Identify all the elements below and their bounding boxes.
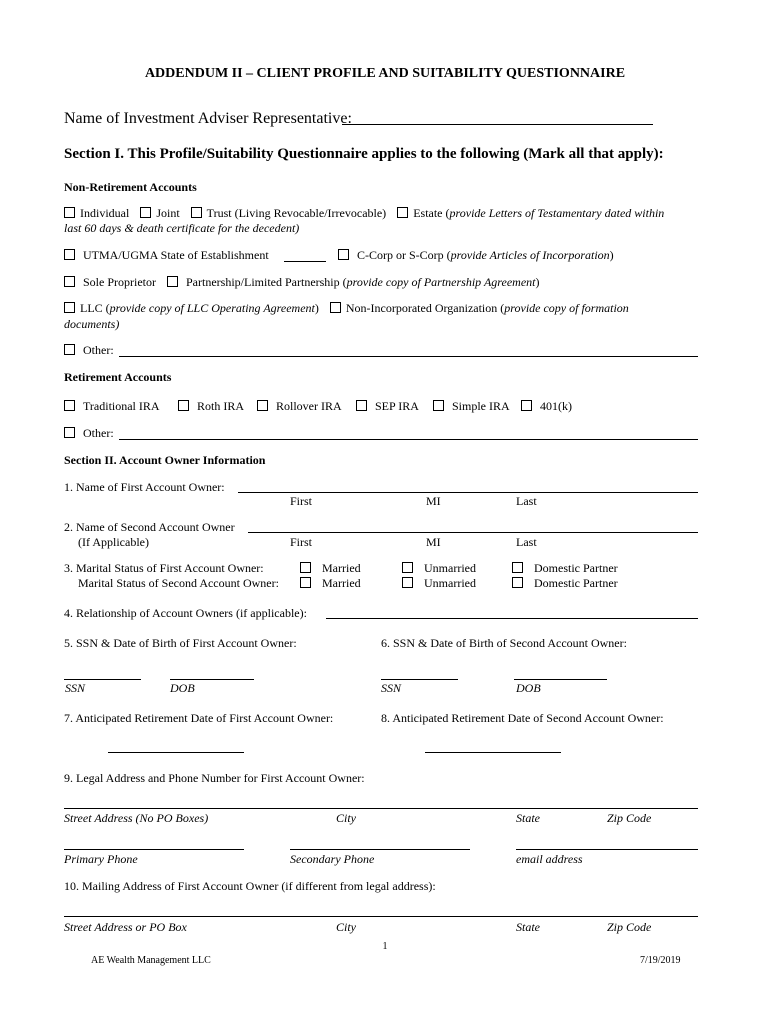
- joint-option[interactable]: [140, 206, 179, 221]
- retirement-rollover[interactable]: [257, 399, 342, 414]
- first-unmarried-option[interactable]: [402, 561, 476, 576]
- first-ssn-caption: SSN: [65, 681, 86, 695]
- second-married-label: Married: [322, 576, 361, 590]
- 401k-checkbox[interactable]: [521, 400, 532, 411]
- q6-label: 6. SSN & Date of Birth of Second Account Owner:: [381, 636, 627, 650]
- llc-option[interactable]: [64, 301, 319, 316]
- partnership-close: ): [535, 275, 540, 289]
- nonincorp-checkbox[interactable]: [330, 302, 341, 313]
- utma-state-line[interactable]: [284, 261, 326, 262]
- nonincorp-note-continued: documents): [64, 317, 120, 331]
- retirement-heading: Retirement Accounts: [64, 370, 172, 384]
- q1-label: 1. Name of First Account Owner:: [64, 480, 225, 494]
- rollover-ira-label: Rollover IRA: [276, 399, 342, 413]
- second-owner-first-caption: First: [290, 535, 313, 549]
- footer-company: AE Wealth Management LLC: [91, 955, 211, 966]
- corp-close: ): [609, 248, 614, 262]
- mailing-address-line[interactable]: [64, 916, 698, 917]
- first-owner-last-caption: Last: [516, 494, 537, 508]
- non-retirement-other: [64, 343, 114, 358]
- rollover-ira-checkbox[interactable]: [257, 400, 268, 411]
- non-retirement-row-1: [64, 206, 664, 221]
- sep-ira-label: SEP IRA: [375, 399, 419, 413]
- retirement-other: [64, 426, 114, 441]
- 401k-label: 401(k): [540, 399, 572, 413]
- non-retirement-row-3: [64, 275, 548, 290]
- traditional-ira-checkbox[interactable]: [64, 400, 75, 411]
- sole-label: Sole Proprietor: [83, 275, 156, 289]
- second-unmarried-option[interactable]: [402, 576, 476, 591]
- second-unmarried-checkbox[interactable]: [402, 577, 413, 588]
- page-number: 1: [382, 941, 388, 952]
- nonret-other-checkbox[interactable]: [64, 344, 75, 355]
- second-domestic-checkbox[interactable]: [512, 577, 523, 588]
- mailing-zip-caption: Zip Code: [607, 920, 652, 934]
- non-retirement-row-2: [64, 248, 277, 263]
- first-owner-name-line[interactable]: [238, 492, 698, 493]
- iar-name-line[interactable]: [342, 124, 653, 125]
- second-retirement-date-line[interactable]: [425, 752, 561, 753]
- sole-checkbox[interactable]: [64, 276, 75, 287]
- second-ssn-line[interactable]: [381, 679, 458, 680]
- retirement-roth[interactable]: [178, 399, 244, 414]
- q2-subcaption: (If Applicable): [78, 535, 149, 549]
- first-retirement-date-line[interactable]: [108, 752, 244, 753]
- corp-label: C-Corp or S-Corp (: [357, 248, 451, 262]
- retirement-traditional[interactable]: [64, 399, 160, 414]
- legal-address-line[interactable]: [64, 808, 698, 809]
- secondary-phone-caption: Secondary Phone: [290, 852, 375, 866]
- second-ssn-caption: SSN: [381, 681, 402, 695]
- q2-label: 2. Name of Second Account Owner: [64, 520, 235, 534]
- simple-ira-checkbox[interactable]: [433, 400, 444, 411]
- mailing-state-caption: State: [516, 920, 540, 934]
- sep-ira-checkbox[interactable]: [356, 400, 367, 411]
- corp-option[interactable]: [338, 248, 614, 263]
- q9-label: 9. Legal Address and Phone Number for First Account Owner:: [64, 771, 365, 785]
- section2-heading: Section II. Account Owner Information: [64, 453, 266, 467]
- q3-first-label: 3. Marital Status of First Account Owner:: [64, 561, 264, 575]
- second-owner-mi-caption: MI: [426, 535, 441, 549]
- joint-label: Joint: [156, 206, 180, 220]
- estate-label: Estate (: [413, 206, 450, 220]
- first-ssn-line[interactable]: [64, 679, 141, 680]
- first-dob-caption: DOB: [170, 681, 195, 695]
- second-domestic-option[interactable]: [512, 576, 618, 591]
- iar-label: Name of Investment Adviser Representative:: [64, 110, 352, 127]
- trust-label: Trust (Living Revocable/Irrevocable): [206, 206, 387, 220]
- second-married-option[interactable]: [300, 576, 361, 591]
- utma-label: UTMA/UGMA State of Establishment: [83, 248, 269, 262]
- retirement-simple[interactable]: [433, 399, 510, 414]
- first-married-label: Married: [322, 561, 361, 575]
- secondary-phone-line[interactable]: [290, 849, 470, 850]
- first-married-checkbox[interactable]: [300, 562, 311, 573]
- individual-option[interactable]: [64, 206, 129, 221]
- first-unmarried-label: Unmarried: [424, 561, 476, 575]
- roth-ira-label: Roth IRA: [197, 399, 245, 413]
- email-caption: email address: [516, 852, 583, 866]
- traditional-ira-label: Traditional IRA: [83, 399, 160, 413]
- legal-state-caption: State: [516, 811, 540, 825]
- partnership-option[interactable]: [167, 275, 540, 290]
- ret-other-line[interactable]: [119, 439, 698, 440]
- llc-close: ): [314, 301, 319, 315]
- mailing-street-caption: Street Address or PO Box: [64, 920, 187, 934]
- email-line[interactable]: [516, 849, 698, 850]
- estate-option[interactable]: [397, 206, 664, 221]
- relationship-line[interactable]: [326, 618, 698, 619]
- first-married-option[interactable]: [300, 561, 361, 576]
- q5-label: 5. SSN & Date of Birth of First Account Owner:: [64, 636, 297, 650]
- primary-phone-caption: Primary Phone: [64, 852, 138, 866]
- corp-checkbox[interactable]: [338, 249, 349, 260]
- retirement-sep[interactable]: [356, 399, 419, 414]
- section1-heading: Section I. This Profile/Suitability Questionnaire applies to the following (Mark all that apply):: [64, 146, 664, 162]
- llc-note: provide copy of LLC Operating Agreement: [109, 301, 315, 315]
- joint-checkbox[interactable]: [140, 207, 151, 218]
- llc-label: LLC (: [80, 301, 110, 315]
- second-dob-line[interactable]: [514, 679, 607, 680]
- non-retirement-heading: Non-Retirement Accounts: [64, 180, 197, 194]
- q8-label: 8. Anticipated Retirement Date of Second Account Owner:: [381, 711, 664, 725]
- page-title: ADDENDUM II – CLIENT PROFILE AND SUITABILITY QUESTIONNAIRE: [144, 66, 626, 81]
- llc-checkbox[interactable]: [64, 302, 75, 313]
- first-domestic-label: Domestic Partner: [534, 561, 618, 575]
- nonincorp-option[interactable]: [330, 301, 629, 316]
- nonret-other-line[interactable]: [119, 356, 698, 357]
- second-unmarried-label: Unmarried: [424, 576, 476, 590]
- first-dob-line[interactable]: [170, 679, 254, 680]
- legal-city-caption: City: [336, 811, 356, 825]
- retirement-401k[interactable]: [521, 399, 572, 414]
- first-unmarried-checkbox[interactable]: [402, 562, 413, 573]
- partnership-note: provide copy of Partnership Agreement: [346, 275, 536, 289]
- first-domestic-checkbox[interactable]: [512, 562, 523, 573]
- first-owner-first-caption: First: [290, 494, 313, 508]
- second-owner-last-caption: Last: [516, 535, 537, 549]
- ret-other-checkbox[interactable]: [64, 427, 75, 438]
- nonincorp-note: provide copy of formation: [504, 301, 629, 315]
- q10-label: 10. Mailing Address of First Account Owner (if different from legal address):: [64, 879, 436, 893]
- roth-ira-checkbox[interactable]: [178, 400, 189, 411]
- utma-option[interactable]: [64, 248, 269, 263]
- footer-date: 7/19/2019: [640, 955, 681, 966]
- q4-label: 4. Relationship of Account Owners (if applicable):: [64, 606, 307, 620]
- partnership-checkbox[interactable]: [167, 276, 178, 287]
- utma-checkbox[interactable]: [64, 249, 75, 260]
- ret-other-label: Other:: [83, 426, 114, 440]
- simple-ira-label: Simple IRA: [452, 399, 510, 413]
- mailing-city-caption: City: [336, 920, 356, 934]
- estate-note-continued: last 60 days & death certificate for the decedent): [64, 221, 300, 235]
- individual-checkbox[interactable]: [64, 207, 75, 218]
- first-domestic-option[interactable]: [512, 561, 618, 576]
- first-owner-mi-caption: MI: [426, 494, 441, 508]
- non-retirement-row-4: [64, 301, 637, 316]
- estate-note: provide Letters of Testamentary dated within: [449, 206, 665, 220]
- sole-option[interactable]: [64, 275, 156, 290]
- second-married-checkbox[interactable]: [300, 577, 311, 588]
- partnership-label: Partnership/Limited Partnership (: [186, 275, 347, 289]
- nonret-other-label: Other:: [83, 343, 114, 357]
- second-domestic-label: Domestic Partner: [534, 576, 618, 590]
- corp-note: provide Articles of Incorporation: [450, 248, 610, 262]
- second-owner-name-line[interactable]: [248, 532, 698, 533]
- primary-phone-line[interactable]: [64, 849, 244, 850]
- nonincorp-label: Non-Incorporated Organization (: [345, 301, 505, 315]
- legal-street-caption: Street Address (No PO Boxes): [64, 811, 209, 825]
- q3-second-label: Marital Status of Second Account Owner:: [78, 576, 279, 590]
- q7-label: 7. Anticipated Retirement Date of First Account Owner:: [64, 711, 334, 725]
- trust-checkbox[interactable]: [191, 207, 202, 218]
- second-dob-caption: DOB: [516, 681, 541, 695]
- legal-zip-caption: Zip Code: [607, 811, 652, 825]
- estate-checkbox[interactable]: [397, 207, 408, 218]
- trust-option[interactable]: [191, 206, 387, 221]
- individual-label: Individual: [80, 206, 130, 220]
